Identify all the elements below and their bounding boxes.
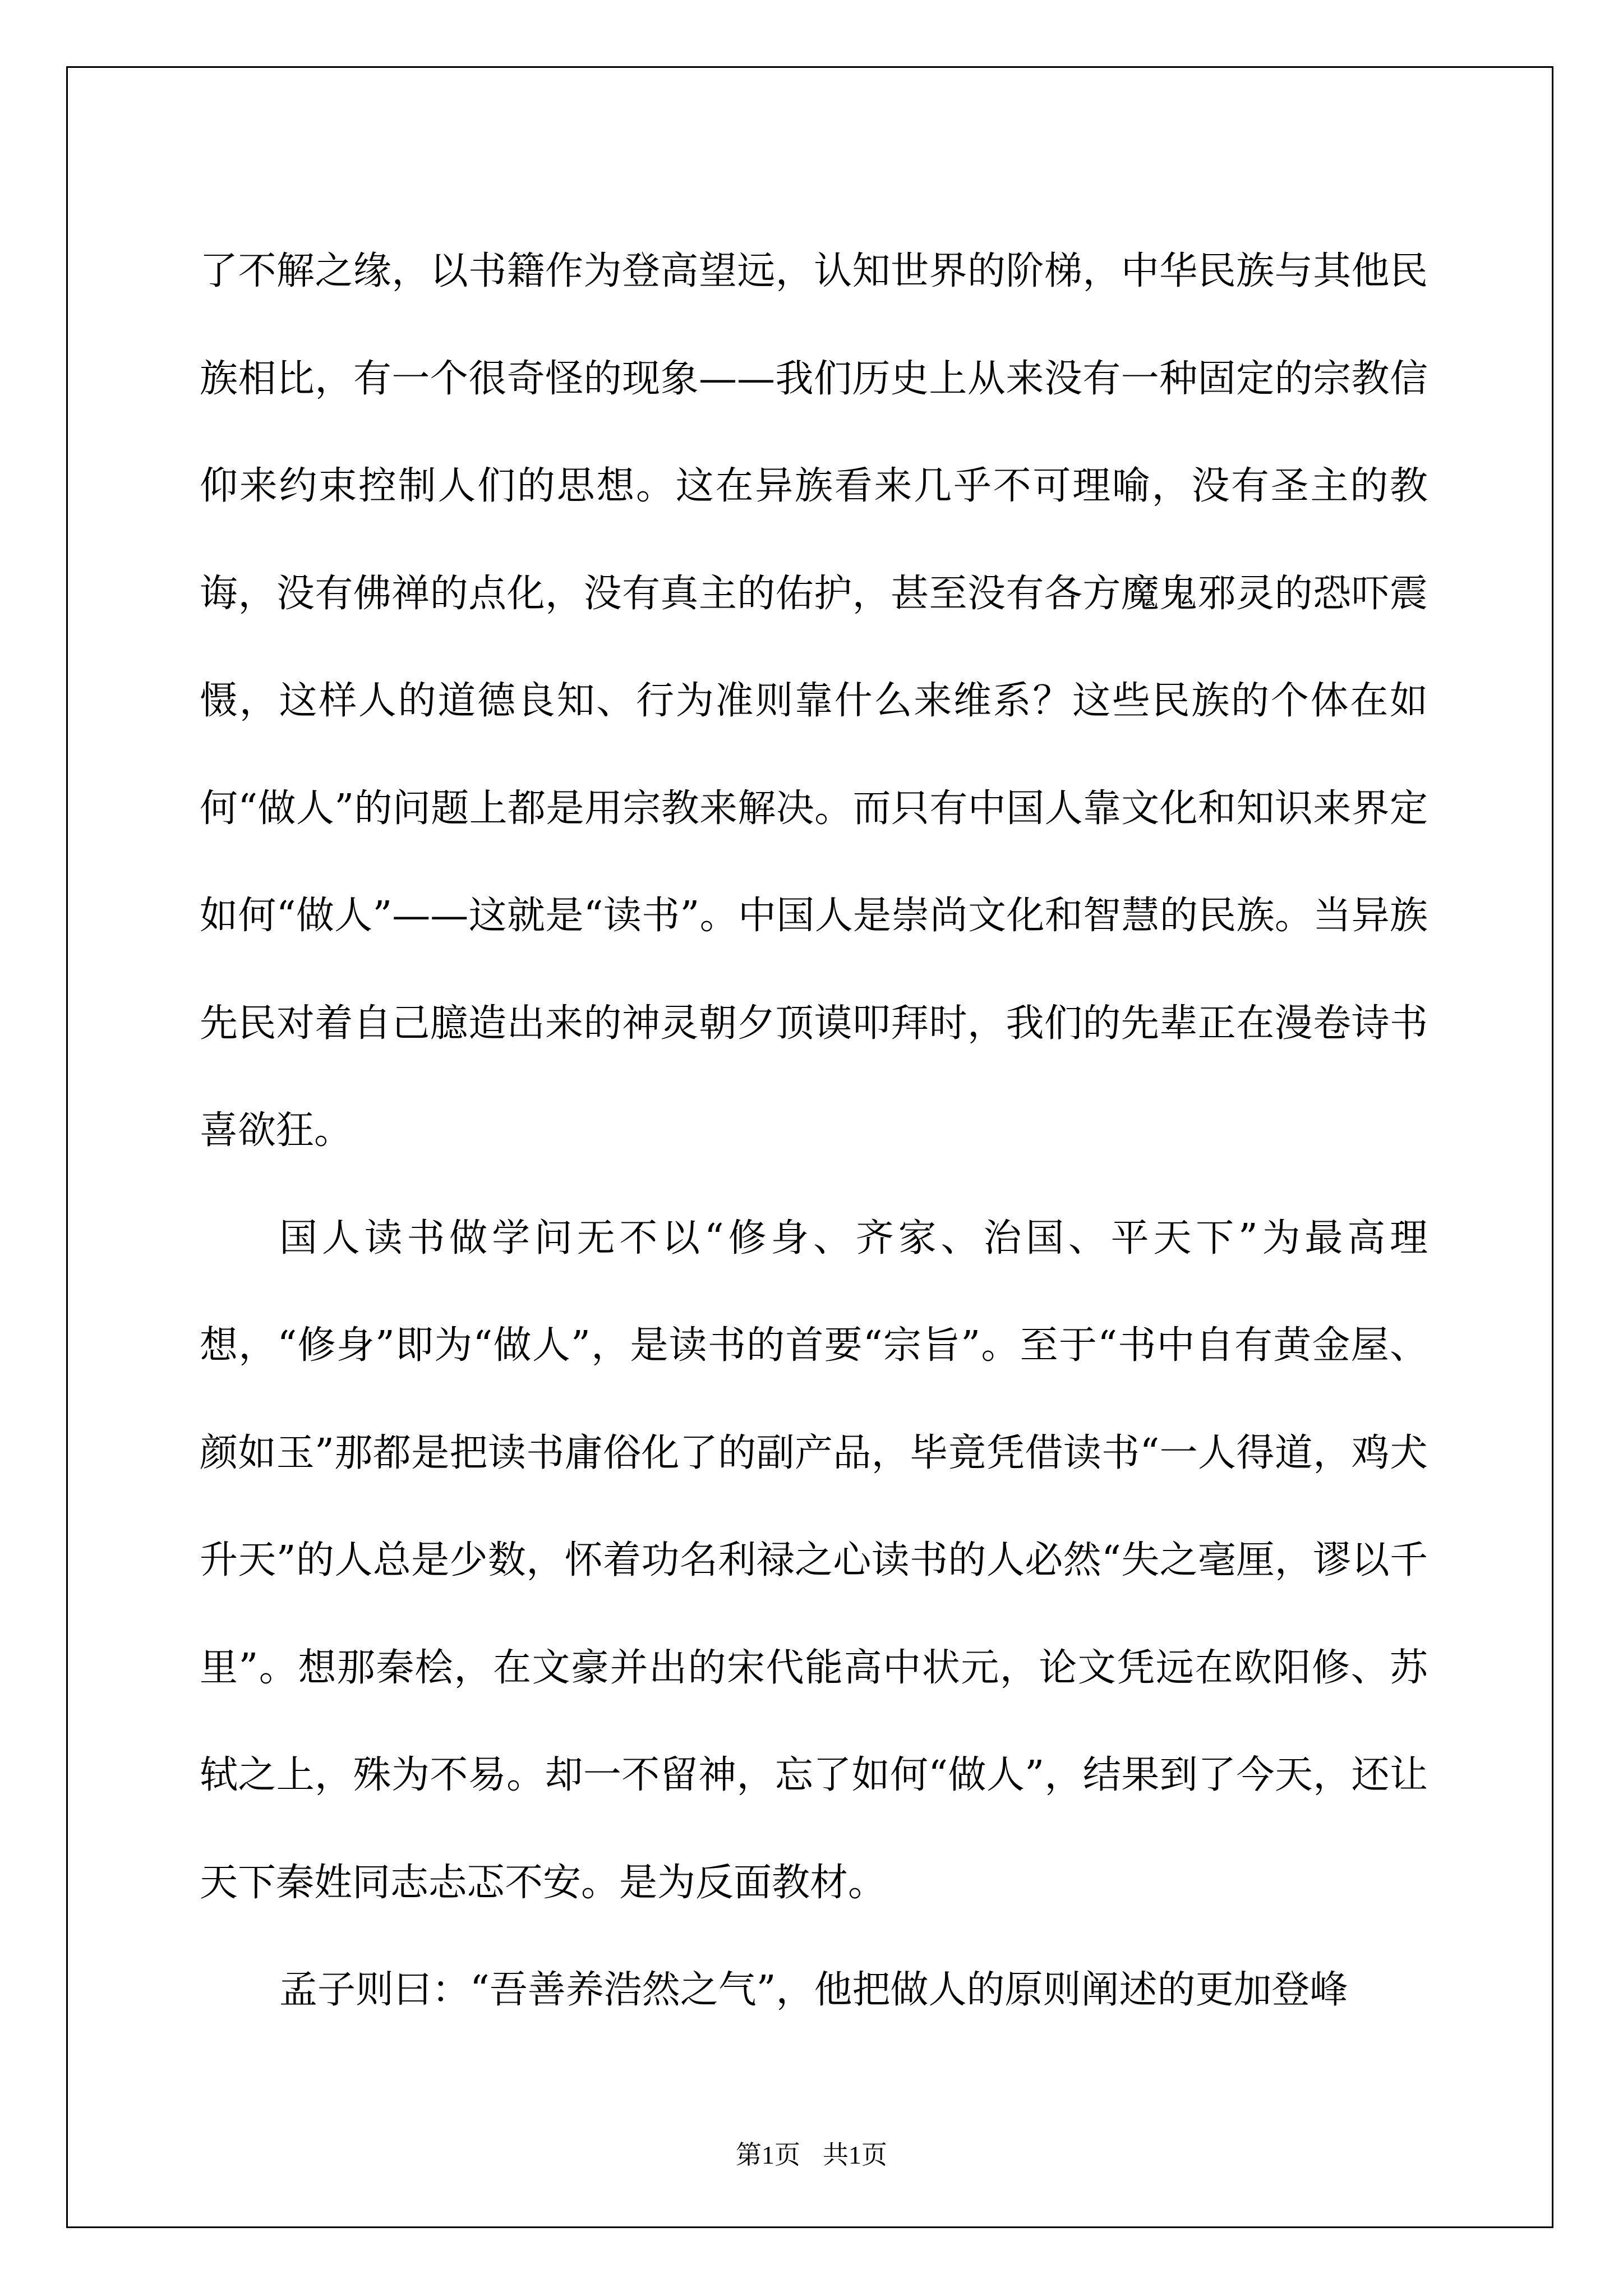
paragraph-2: 国人读书做学问无不以“修身、齐家、治国、平天下”为最高理想，“修身”即为“做人”，是读书的首要“宗旨”。至于“书中自有黄金屋、颜如玉”那都是把读书庸俗化了的副产品，毕竟凭借读书“一人得道，鸡犬升天”的人总是少数，怀着功名利禄之心读书的人必然“失之毫厘，谬以千里”。想那秦桧，在文豪并出的宋代能高中状元，论文凭远在欧阳修、苏轼之上，殊为不易。却一不留神，忘了如何“做人”，结果到了今天，还让天下秦姓同志忐忑不安。是为反面教材。 xyxy=(200,1216,1428,1905)
page-total-label: 共1页 xyxy=(823,2141,887,2169)
page-footer xyxy=(0,2138,1623,2172)
document-body xyxy=(200,218,1428,2044)
paragraph-3: 孟子则曰：“吾善养浩然之气”，他把做人的原则阐述的更加登峰 xyxy=(279,1968,1348,2012)
paragraph-1: 了不解之缘，以书籍作为登高望远，认知世界的阶梯，中华民族与其他民族相比，有一个很奇怪的现象——我们历史上从来没有一种固定的宗教信仰来约束控制人们的思想。这在异族看来几乎不可理喻，没有圣主的教诲，没有佛禅的点化，没有真主的佑护，甚至没有各方魔鬼邪灵的恐吓震慑，这样人的道德良知、行为准则靠什么来维系？这些民族的个体在如何“做人”的问题上都是用宗教来解决。而只有中国人靠文化和知识来界定如何“做人”——这就是“读书”。中国人是崇尚文化和智慧的民族。当异族先民对着自己臆造出来的神灵朝夕顶谟叩拜时，我们的先辈正在漫卷诗书喜欲狂。 xyxy=(200,249,1428,1153)
page-number-label: 第1页 xyxy=(736,2141,800,2169)
